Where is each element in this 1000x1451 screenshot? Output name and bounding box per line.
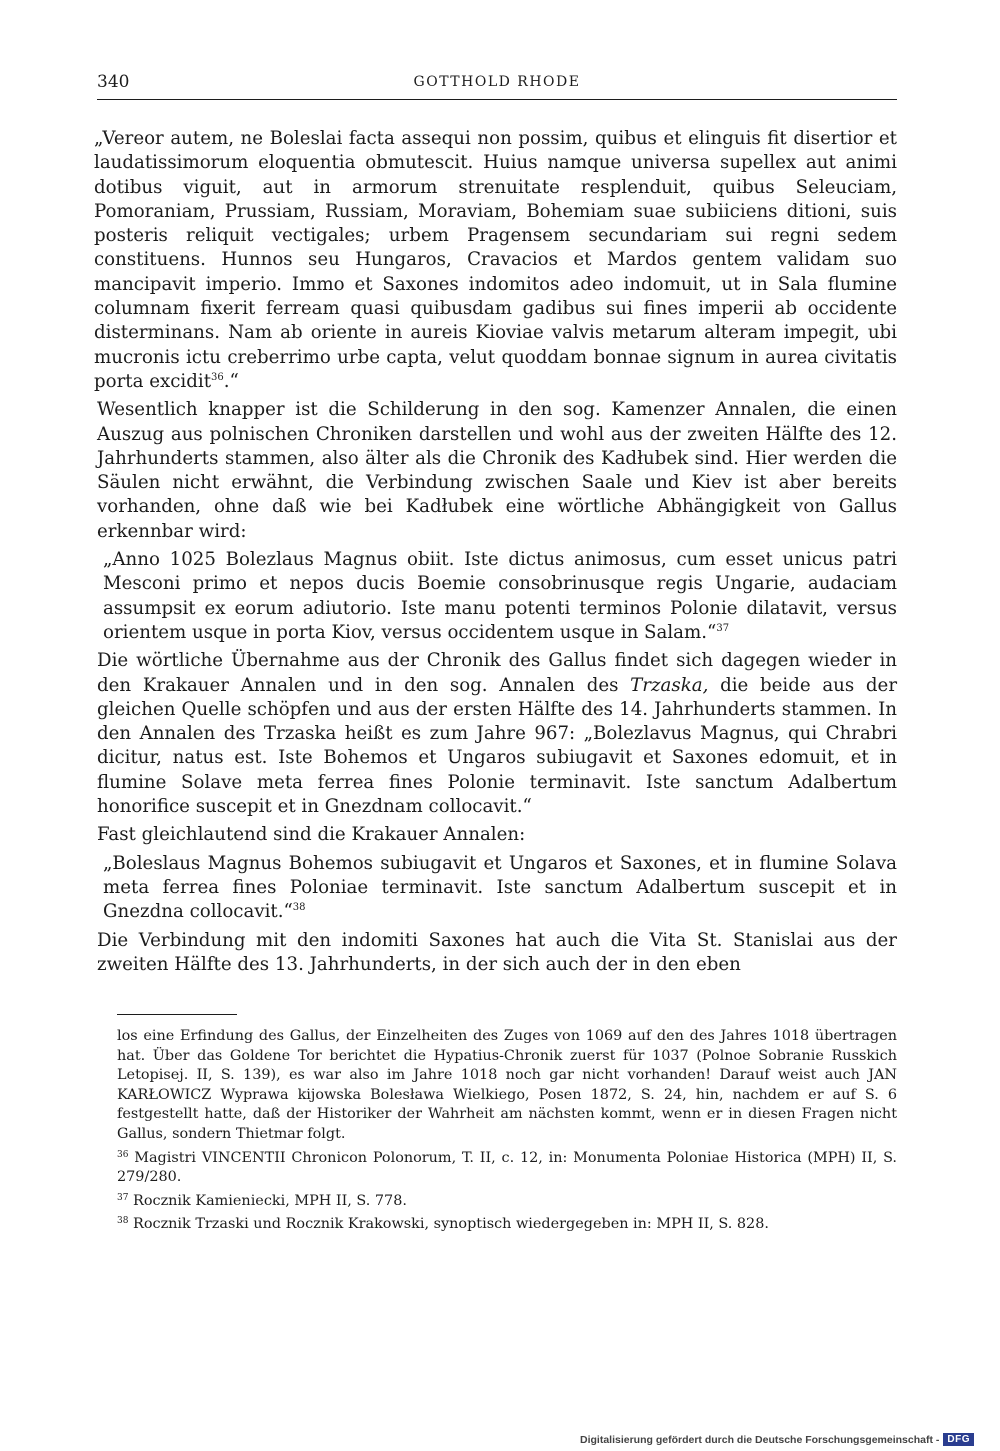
footnote-37: $^{37}$ Rocznik Kamieniecki, MPH II, S. 778.	[117, 1192, 407, 1209]
footnotes	[117, 1027, 897, 1239]
footnote-continuation: los eine Erfindung des Gallus, der Einzelheiten des Zuges von 1069 auf den des Jahres 1018 übertragen hat. Über das Goldene Tor berichtet die Hypatius-Chronik zuerst für 1037 (Polnoe Sobranie Russkich Letopisej. II, S. 139), es war also im Jahre 1018 noch gar nicht vorhanden! Darauf weist auch JAN KARŁOWICZ Wyprawa kijowska Bolesława Wielkiego, Posen 1872, S. 24, hin, nachdem er auf S. 6 festgestellt hatte, daß der Historiker der Wahrheit am nächsten kommt, wenn er in diesen Fragen nicht Gallus, sondern Thietmar folgt.	[117, 1028, 897, 1142]
quote-kamenzer: „Anno 1025 Bolezlaus Magnus obiit. Iste dictus animosus, cum esset unicus patri Mesconi primo et nepos ducis Boemie consobrinusque regis Ungarie, audaciam assumpsit ex eorum adiutorio. Iste manu potenti terminos Polonie dilatavit, versus orientem usque in porta Kiov, versus occidentem usque in Salam.“$^{37}$	[103, 549, 897, 643]
dfg-logo: DFG	[943, 1433, 974, 1446]
header-rule	[97, 99, 897, 100]
credit-text: Digitalisierung gefördert durch die Deutsche Forschungsgemeinschaft -	[580, 1433, 940, 1446]
footnote-rule	[117, 1014, 237, 1015]
digitization-credit	[580, 1433, 974, 1446]
footnote-38: $^{38}$ Rocznik Trzaski und Rocznik Krakowski, synoptisch wiedergegeben in: MPH II, S. 828.	[117, 1216, 769, 1233]
page-header	[97, 72, 897, 98]
quote-gallus: „Vereor autem, ne Boleslai facta assequi non possim, quibus et elinguis fit disertior et laudatissimorum eloquentia obmutescit. Huius namque universa supellex aut animi dotibus viguit, aut in armorum strenuitate resplenduit, quibus Seleuciam, Pomoraniam, Prussiam, Russiam, Moraviam, Bohemiam suae subiiciens ditioni, suis posteris reliquit vectigales; urbem Pragensem secundariam sui regni sedem constituens. Hunnos seu Hungaros, Cravacios et Mardos gentem validam suo mancipavit imperio. Immo et Saxones indomitos adeo indomuit, ut in Sala flumine columnam fixerit ferream quasi quibusdam gadibus sui fines imperii ab occidente disterminans. Nam ab oriente in aureis Kioviae valvis metarum alteram impegit, ubi mucronis ictu creberrimo urbe capta, velut quoddam bonnae signum in aurea civitatis porta excidit$^{36}$.“	[94, 128, 897, 392]
quote-krakauer: „Boleslaus Magnus Bohemos subiugavit et Ungaros et Saxones, et in flumine Solava meta ferrea fines Poloniae terminavit. Iste sanctum Adalbertum suscepit et in Gnezdna collocavit.“$^{38}$	[103, 852, 897, 923]
paragraph-trzaska: Die wörtliche Übernahme aus der Chronik des Gallus findet sich dagegen wieder in den Krakauer Annalen und in den sog. Annalen des Trzaska, die beide aus der gleichen Quelle schöpfen und aus der ersten Hälfte des 14. Jahrhunderts stammen. In den Annalen des Trzaska heißt es zum Jahre 967: „Bolezlavus Magnus, qui Chrabri dicitur, natus est. Iste Bohemos et Ungaros subiugavit et Saxones edomuit, et in flumine Solave meta ferrea fines Polonie terminavit. Iste sanctum Adalbertum honorifice suscepit et in Gnezdnam collocavit.“	[97, 650, 898, 818]
footnote-ref-37: 37	[716, 622, 730, 634]
footnote-36: $^{36}$ Magistri VINCENTII Chronicon Polonorum, T. II, c. 12, in: Monumenta Poloniae Historica (MPH) II, S. 279/280.	[117, 1149, 897, 1186]
footnote-ref-36: 36	[211, 371, 224, 383]
running-head: GOTTHOLD RHODE	[413, 74, 581, 90]
main-text	[94, 127, 898, 981]
paragraph-vita-stanislai: Die Verbindung mit den indomiti Saxones hat auch die Vita St. Stanislai aus der zweiten Hälfte des 13. Jahrhunderts, in der sich auch der in den eben	[97, 929, 897, 975]
page-number: 340	[97, 72, 130, 92]
footnote-ref-38: 38	[292, 902, 306, 914]
paragraph-kamenzer-annalen: Wesentlich knapper ist die Schilderung in den sog. Kamenzer Annalen, die einen Auszug aus polnischen Chroniken darstellen und wohl aus der zweiten Hälfte des 12. Jahrhunderts stammen, also älter als die Chronik des Kadłubek sind. Hier werden die Säulen nicht erwähnt, die Verbindung zwischen Saale und Kiev ist aber bereits vorhanden, ohne daß wie bei Kadłubek eine wörtliche Abhängigkeit von Gallus erkennbar wird:	[97, 399, 897, 542]
paragraph-krakauer: Fast gleichlautend sind die Krakauer Annalen:	[97, 824, 526, 846]
